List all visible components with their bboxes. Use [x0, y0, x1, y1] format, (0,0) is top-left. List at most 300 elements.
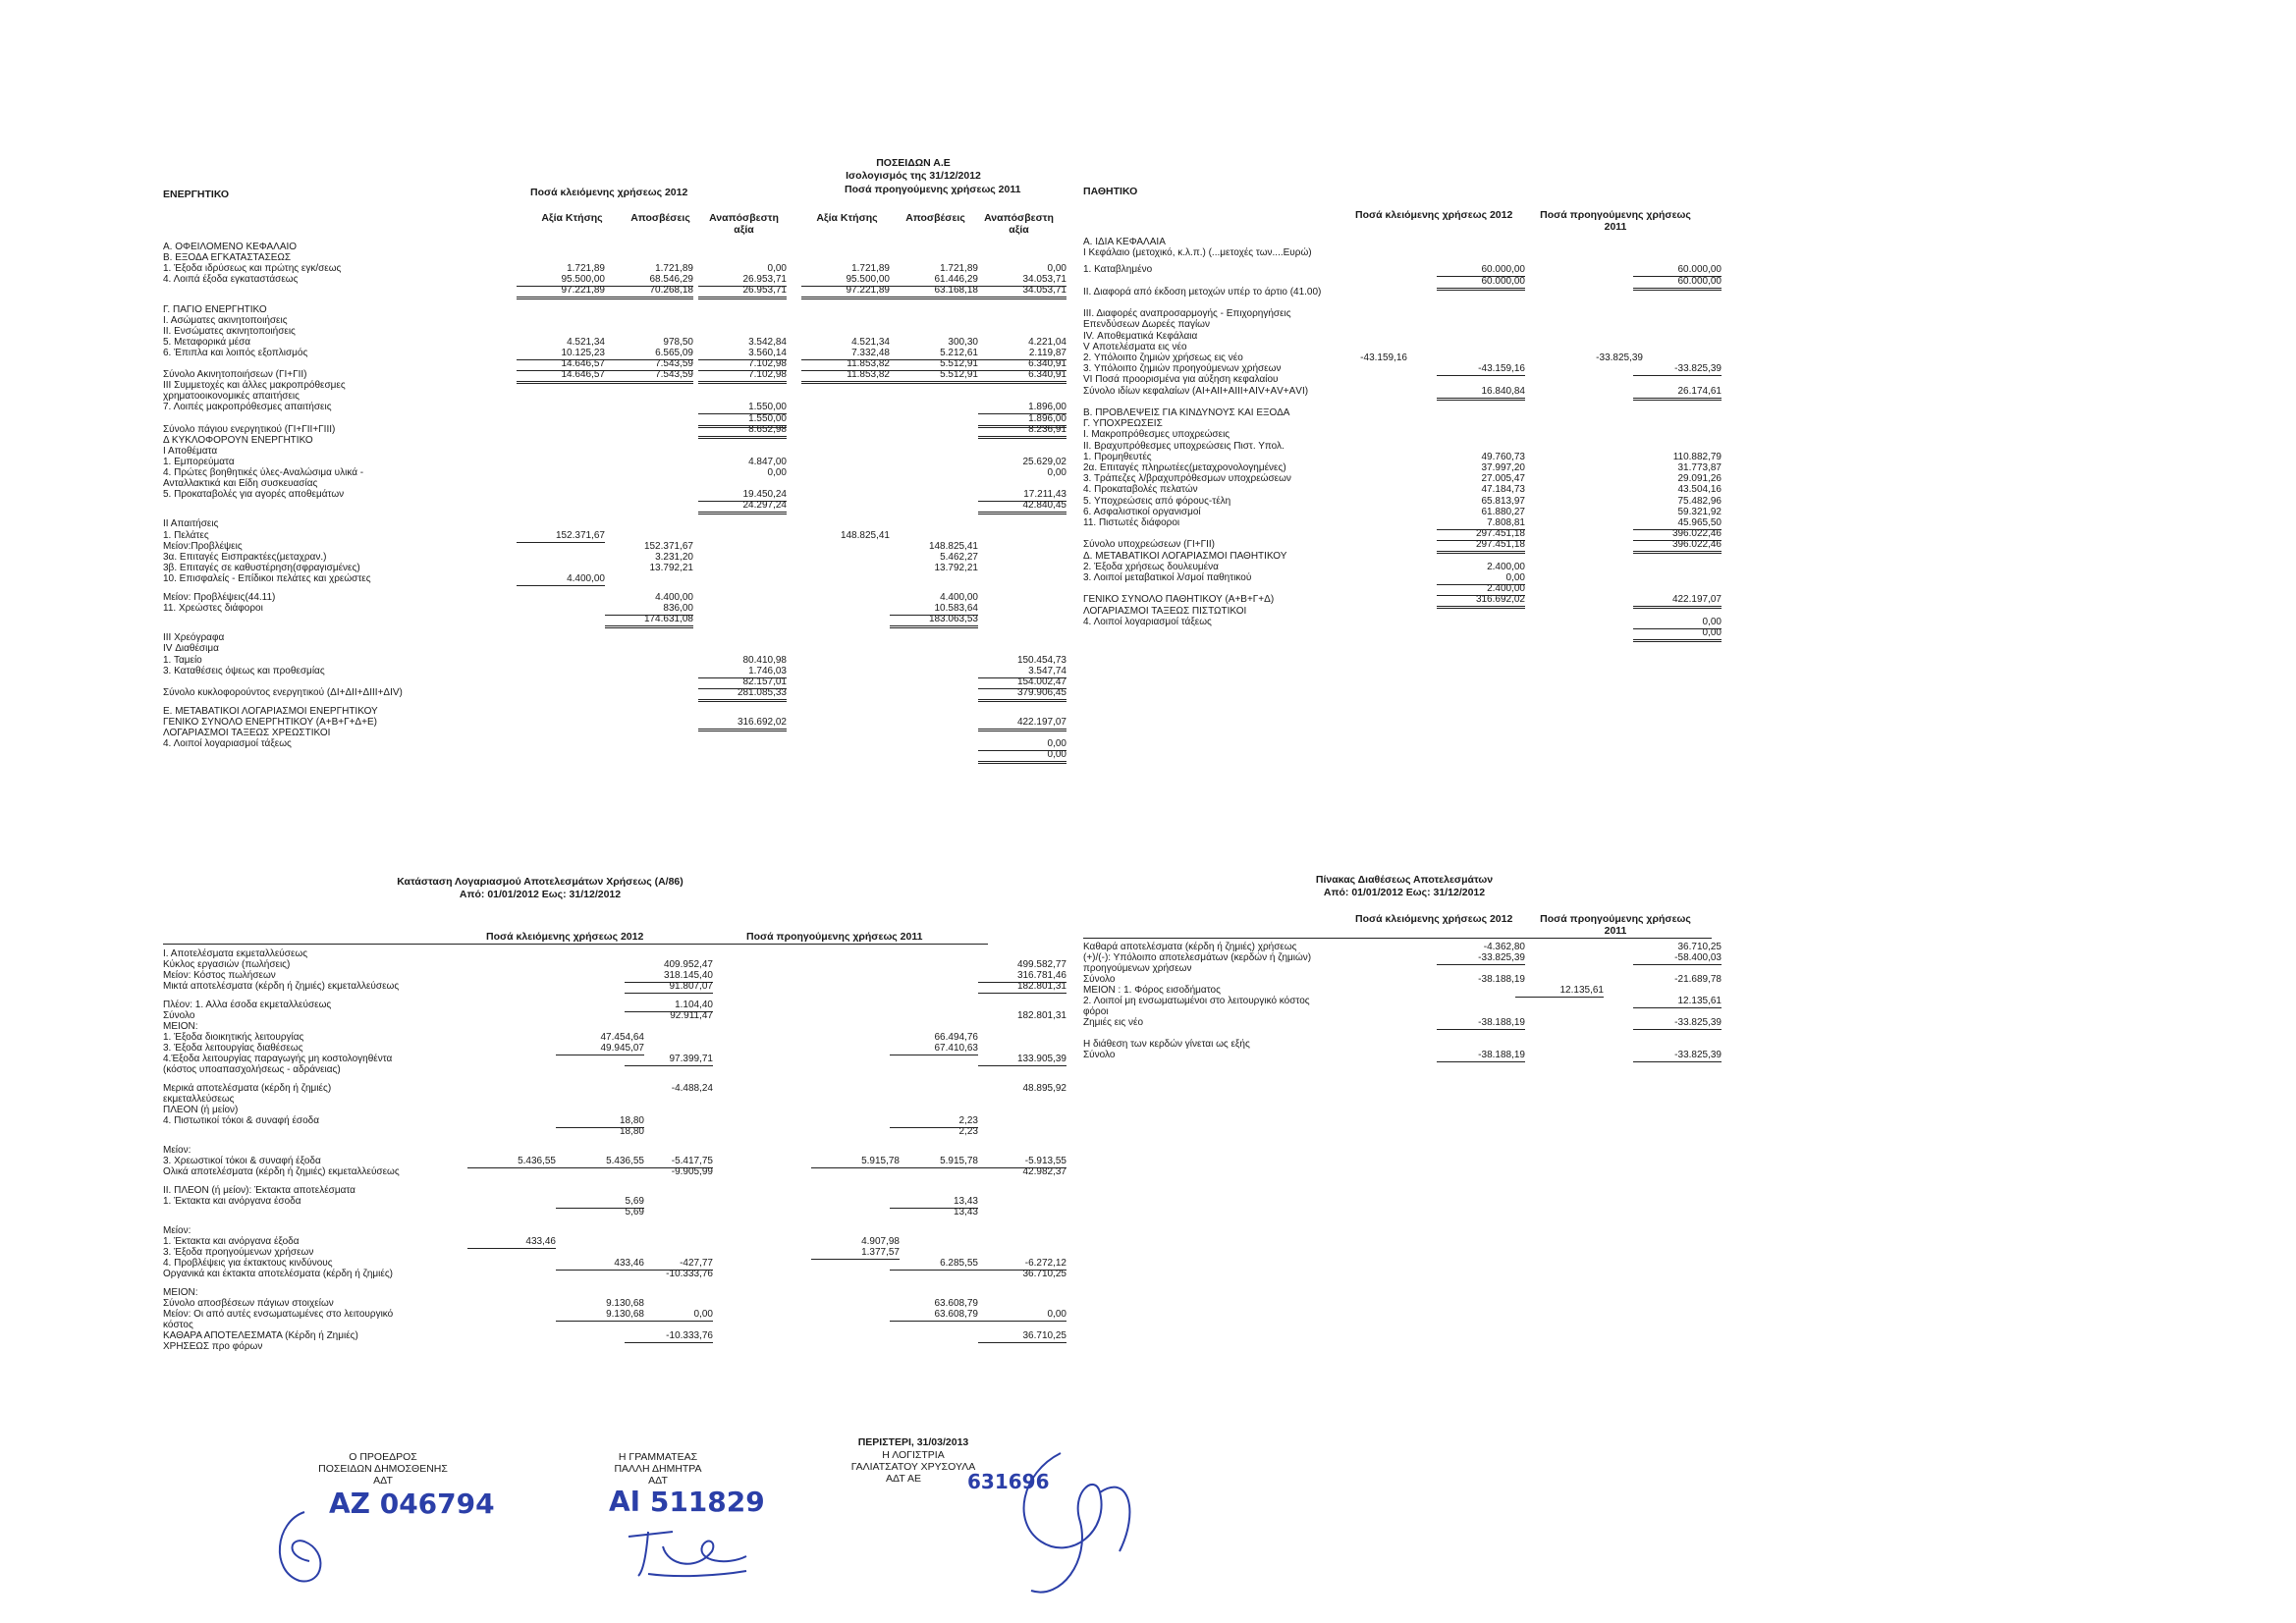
liabilities-section-title: ΠΑΘΗΤΙΚΟ: [1083, 186, 1138, 197]
assets-row-label: ΙΙΙ Χρεόγραφα: [163, 632, 225, 644]
assets-cell: 5.462,27: [940, 551, 978, 563]
income-cell: -5.913,55: [978, 1155, 1066, 1168]
assets-cell: 6.565,09: [605, 347, 693, 360]
liabilities-row-label: 1. Καταβλημένο: [1083, 264, 1153, 276]
income-row-label: 3. Έξοδα λειτουργίας διαθέσεως: [163, 1043, 303, 1054]
assets-col-header: Αναπόσβεστη αξία: [984, 212, 1054, 236]
signature-3-id-label: ΑΔΤ ΑΕ: [886, 1473, 921, 1485]
income-cell: 18,80: [619, 1126, 644, 1137]
assets-cell: 1.550,00: [698, 401, 787, 414]
income-cell: 91.807,07: [625, 980, 713, 994]
liabilities-row-label: Δ. ΜΕΤΑΒΑΤΙΚΟΙ ΛΟΓΑΡΙΑΣΜΟΙ ΠΑΘΗΤΙΚΟΥ: [1083, 550, 1287, 562]
assets-cell: 154.002,47: [978, 676, 1066, 689]
income-cell: -6.272,12: [978, 1257, 1066, 1271]
income-cell: 42.982,37: [1022, 1166, 1066, 1177]
distribution-header-rule: [1083, 938, 1712, 939]
assets-row-label: ΛΟΓΑΡΙΑΣΜΟΙ ΤΑΞΕΩΣ ΧΡΕΩΣΤΙΚΟΙ: [163, 728, 331, 739]
income-row-label: 4. Πιστωτικοί τόκοι & συναφή έσοδα: [163, 1115, 320, 1126]
liabilities-cell: 316.692,02: [1437, 593, 1525, 609]
liabilities-cell: 16.840,84: [1437, 385, 1525, 401]
assets-cell: 97.221,89: [801, 284, 890, 299]
assets-cell: 63.168,18: [890, 284, 978, 299]
distribution-col-previous: Ποσά προηγούμενης χρήσεως 2011: [1540, 913, 1691, 937]
income-cell: -5.417,75: [625, 1155, 713, 1168]
assets-row-label: 1. Εμπορεύματα: [163, 456, 235, 467]
assets-cell: 1.550,00: [698, 412, 787, 428]
liabilities-cell: 27.005,47: [1481, 473, 1525, 485]
distribution-cell: 36.710,25: [1677, 942, 1722, 952]
liabilities-row-label: 3. Υπόλοιπο ζημιών προηγούμενων χρήσεων: [1083, 363, 1282, 375]
assets-cell: 5.512,91: [890, 357, 978, 371]
liabilities-cell: -43.159,16: [1437, 362, 1525, 376]
assets-row-label: Β. ΕΞΟΔΑ ΕΓΚΑΤΑΣΤΑΣΕΩΣ: [163, 252, 292, 264]
income-row-label: εκμεταλλεύσεως: [163, 1094, 235, 1105]
income-col-previous: Ποσά προηγούμενης χρήσεως 2011: [746, 931, 923, 943]
liabilities-col-current: Ποσά κλειόμενης χρήσεως 2012: [1355, 209, 1513, 221]
income-cell: 5,69: [556, 1195, 644, 1209]
liabilities-row-label: 2. Υπόλοιπο ζημιών χρήσεως εις νέο: [1083, 352, 1243, 363]
liabilities-cell: 49.760,73: [1481, 451, 1525, 462]
assets-cell: 26.953,71: [698, 273, 787, 287]
distribution-row-label: Σύνολο: [1083, 974, 1116, 985]
assets-cell: 10.125,23: [517, 347, 605, 360]
income-col-current: Ποσά κλειόμενης χρήσεως 2012: [486, 931, 644, 943]
assets-col-header: Αξία Κτήσης: [816, 212, 878, 224]
liabilities-row-label: V Αποτελέσματα εις νέο: [1083, 341, 1187, 352]
assets-cell: 0,00: [1047, 263, 1066, 275]
assets-cell: 148.825,41: [840, 529, 890, 541]
income-cell: 9.130,68: [606, 1298, 644, 1309]
liabilities-row-label: 3. Τράπεζες λ/βραχυπρόθεσμων υποχρεώσεων: [1083, 473, 1291, 485]
assets-row-label: ΓΕΝΙΚΟ ΣΥΝΟΛΟ ΕΝΕΡΓΗΤΙΚΟΥ (Α+Β+Γ+Δ+Ε): [163, 717, 377, 728]
assets-cell: 17.211,43: [978, 488, 1066, 502]
liabilities-row-label: Α. ΙΔΙΑ ΚΕΦΑΛΑΙΑ: [1083, 237, 1166, 247]
assets-cell: 3.560,14: [698, 347, 787, 360]
assets-row-label: 1. Έξοδα ιδρύσεως και πρώτης εγκ/σεως: [163, 263, 342, 275]
liabilities-row-label: Σύνολο ιδίων κεφαλαίων (ΑΙ+ΑΙΙ+ΑΙΙΙ+ΑΙV+ΑV+ΑVI): [1083, 385, 1309, 397]
assets-cell: 0,00: [1047, 467, 1066, 478]
assets-row-label: 7. Λοιπές μακροπρόθεσμες απαιτήσεις: [163, 402, 332, 413]
assets-cell: 3.547,74: [978, 665, 1066, 678]
assets-col-header: Αποσβέσεις: [905, 212, 965, 224]
income-row-label: 3. Έξοδα προηγούμενων χρήσεων: [163, 1247, 314, 1258]
assets-cell: 152.371,67: [517, 529, 605, 543]
income-title: Κατάσταση Λογαριασμού Αποτελεσμάτων Χρήσεως (Α/86): [397, 876, 683, 888]
assets-row-label: ΙΙΙ Συμμετοχές και άλλες μακροπρόθεσμες: [163, 380, 346, 392]
signature-1-handwritten-id: ΑΖ 046794: [329, 1488, 495, 1520]
liabilities-cell: -43.159,16: [1360, 352, 1407, 363]
liabilities-cell: 0,00: [1633, 626, 1722, 642]
income-cell: 18,80: [556, 1114, 644, 1128]
assets-row-label: 11. Χρεώστες διάφοροι: [163, 603, 263, 615]
income-cell: -427,77: [625, 1257, 713, 1271]
signature-2-id-label: ΑΔΤ: [648, 1475, 668, 1487]
assets-row-label: Σύνολο πάγιου ενεργητικού (ΓΙ+ΓΙΙ+ΓΙΙΙ): [163, 423, 336, 435]
assets-cell: 7.543,59: [605, 357, 693, 371]
income-row-label: Ολικά αποτελέσματα (κέρδη ή ζημιές) εκμεταλλεύσεως: [163, 1166, 400, 1177]
liabilities-cell: -33.825,39: [1633, 362, 1722, 376]
assets-cell: 8.652,98: [698, 423, 787, 439]
assets-cell: 4.400,00: [517, 572, 605, 586]
signature-2-name: ΠΑΛΛΗ ΔΗΜΗΤΡΑ: [614, 1463, 702, 1475]
liabilities-row-label: IV. Αποθεματικά Κεφάλαια: [1083, 330, 1198, 342]
income-cell: 13,43: [890, 1195, 978, 1209]
liabilities-row-label: 4. Λοιποί λογαριασμοί τάξεως: [1083, 616, 1212, 627]
income-cell: 63.608,79: [890, 1308, 978, 1322]
distribution-cell: -21.689,78: [1674, 974, 1722, 985]
liabilities-cell: 59.321,92: [1677, 506, 1722, 517]
assets-row-label: Δ ΚΥΚΛΟΦΟΡΟΥΝ ΕΝΕΡΓΗΤΙΚΟ: [163, 434, 313, 446]
assets-cell: 152.371,67: [643, 540, 693, 552]
assets-cell: 5.212,61: [890, 347, 978, 360]
income-cell: 2,23: [958, 1126, 978, 1137]
income-cell: 5.436,55: [467, 1155, 556, 1168]
assets-row-label: 4. Πρώτες βοηθητικές ύλες-Αναλώσιμα υλικά -: [163, 467, 364, 478]
assets-cell: 174.631,08: [605, 613, 693, 628]
assets-cell: 82.157,01: [698, 676, 787, 689]
income-cell: 5.436,55: [556, 1155, 644, 1168]
income-cell: 49.945,07: [556, 1042, 644, 1055]
income-cell: 5.915,78: [890, 1155, 978, 1168]
distribution-row-label: Ζημιές εις νέο: [1083, 1017, 1144, 1028]
liabilities-cell: 396.022,46: [1633, 527, 1722, 541]
assets-cell: 97.221,89: [517, 284, 605, 299]
liabilities-row-label: Β. ΠΡΟΒΛΕΨΕΙΣ ΓΙΑ ΚΙΝΔΥΝΟΥΣ ΚΑΙ ΕΞΟΔΑ: [1083, 407, 1290, 418]
assets-row-label: 4. Λοιπά έξοδα εγκαταστάσεως: [163, 274, 299, 286]
liabilities-cell: 47.184,73: [1481, 484, 1525, 496]
assets-cell: 42.840,45: [978, 499, 1066, 514]
assets-row-label: 3α. Επιταγές Εισπρακτέες(μεταχραν.): [163, 551, 327, 563]
income-row-label: Μείον: Κόστος πωλήσεων: [163, 970, 276, 981]
income-row-label: 4.Έξοδα λειτουργίας παραγωγής μη κοστολογηθέντα: [163, 1054, 393, 1064]
income-row-label: ΧΡΗΣΕΩΣ προ φόρων: [163, 1341, 263, 1352]
liabilities-cell: 75.482,96: [1677, 495, 1722, 507]
assets-cell: 70.268,18: [605, 284, 693, 299]
distribution-cell: 12.135,61: [1515, 984, 1604, 998]
income-period: Από: 01/01/2012 Εως: 31/12/2012: [459, 889, 622, 900]
income-row-label: ΜΕΙΟΝ:: [163, 1021, 198, 1032]
assets-cell: 95.500,00: [517, 273, 605, 287]
signature-3-handwritten-id: 631696: [967, 1470, 1050, 1493]
income-cell: 36.710,25: [1022, 1269, 1066, 1279]
assets-cell: 1.746,03: [698, 665, 787, 678]
assets-cell: 4.521,34: [567, 336, 605, 348]
income-cell: 2,23: [890, 1114, 978, 1128]
distribution-cell: -58.400,03: [1633, 951, 1722, 965]
liabilities-cell: 43.504,16: [1677, 484, 1722, 496]
income-cell: -10.333,76: [625, 1329, 713, 1343]
liabilities-cell: 297.451,18: [1437, 527, 1525, 541]
distribution-cell: -38.188,19: [1437, 1016, 1525, 1030]
assets-cell: 14.646,57: [517, 368, 605, 384]
signature-2-scribble: [619, 1517, 756, 1586]
income-row-label: Μείον:: [163, 1145, 191, 1156]
liabilities-cell: 60.000,00: [1633, 275, 1722, 291]
income-row-label: Σύνολο αποσβέσεων πάγιων στοιχείων: [163, 1298, 334, 1309]
income-cell: 9.130,68: [556, 1308, 644, 1322]
assets-cell: 13.792,21: [934, 562, 978, 573]
liabilities-row-label: ΛΟΓΑΡΙΑΣΜΟΙ ΤΑΞΕΩΣ ΠΙΣΤΩΤΙΚΟΙ: [1083, 605, 1247, 617]
assets-row-label: χρηματοοικονομικές απαιτήσεις: [163, 391, 300, 403]
income-row-label: Μικτά αποτελέσματα (κέρδη ή ζημιές) εκμεταλλεύσεως: [163, 981, 400, 992]
liabilities-cell: 7.808,81: [1437, 516, 1525, 530]
assets-cell: 150.454,73: [1016, 654, 1066, 666]
liabilities-cell: 65.813,97: [1481, 495, 1525, 507]
assets-cell: 1.721,89: [567, 263, 605, 275]
assets-cell: 5.512,91: [890, 368, 978, 384]
income-row-label: 3. Χρεωστικοί τόκοι & συναφή έξοδα: [163, 1156, 321, 1166]
liabilities-row-label: 11. Πιστωτές διάφοροι: [1083, 517, 1180, 528]
assets-row-label: ΙΙ. Ενσώματες ακινητοποιήσεις: [163, 325, 296, 337]
assets-cell: 379.906,45: [978, 686, 1066, 702]
assets-cell: 34.053,71: [978, 284, 1066, 299]
liabilities-row-label: 4. Προκαταβολές πελατών: [1083, 484, 1198, 496]
assets-row-label: Ε. ΜΕΤΑΒΑΤΙΚΟΙ ΛΟΓΑΡΙΑΣΜΟΙ ΕΝΕΡΓΗΤΙΚΟΥ: [163, 705, 378, 717]
income-row-label: ΜΕΙΟΝ:: [163, 1287, 198, 1298]
liabilities-row-label: VI Ποσά προορισμένα για αύξηση κεφαλαίου: [1083, 374, 1279, 386]
income-cell: 182.801,31: [978, 980, 1066, 994]
income-row-label: ΙΙ. ΠΛΕΟΝ (ή μείον): Έκτακτα αποτελέσματα: [163, 1185, 355, 1196]
distribution-title: Πίνακας Διαθέσεως Αποτελεσμάτων: [1315, 874, 1494, 886]
liabilities-row-label: 6. Ασφαλιστικοί οργανισμοί: [1083, 506, 1201, 517]
assets-col-header: Αναπόσβεστη αξία: [709, 212, 779, 236]
assets-row-label: Σύνολο Ακινητοποιήσεων (ΓΙ+ΓΙΙ): [163, 369, 307, 381]
distribution-cell: -33.825,39: [1633, 1016, 1722, 1030]
signature-1-name: ΠΟΣΕΙΔΩΝ ΔΗΜΟΣΘΕΝΗΣ: [318, 1463, 448, 1475]
assets-col-header: Αξία Κτήσης: [541, 212, 603, 224]
assets-cell: 422.197,07: [978, 716, 1066, 731]
assets-row-label: ΙΙ Απαιτήσεις: [163, 518, 219, 530]
income-cell: 1.377,57: [811, 1246, 900, 1260]
company-name: ΠΟΣΕΙΔΩΝ Α.Ε: [876, 157, 951, 169]
income-cell: 133.905,39: [978, 1053, 1066, 1066]
liabilities-cell: -33.825,39: [1596, 352, 1643, 363]
income-cell: 5.915,78: [811, 1155, 900, 1168]
income-cell: 36.710,25: [978, 1329, 1066, 1343]
liabilities-cell: 60.000,00: [1633, 263, 1722, 277]
liabilities-cell: 61.880,27: [1481, 506, 1525, 517]
assets-row-label: Ι. Ασώματες ακινητοποιήσεις: [163, 314, 288, 326]
assets-row-label: Α. ΟΦΕΙΛΟΜΕΝΟ ΚΕΦΑΛΑΙΟ: [163, 242, 298, 252]
assets-cell: 25.629,02: [1022, 456, 1066, 467]
assets-cell: 11.853,82: [801, 368, 890, 384]
assets-cell: 183.063,53: [890, 613, 978, 628]
income-row-label: Μείον:: [163, 1225, 191, 1236]
signature-2-role: Η ΓΡΑΜΜΑΤΕΑΣ: [618, 1451, 698, 1463]
signature-1-scribble: [265, 1502, 383, 1591]
assets-col-group-current: Ποσά κλειόμενης χρήσεως 2012: [530, 187, 688, 198]
distribution-cell: -33.825,39: [1437, 951, 1525, 965]
liabilities-row-label: Επενδύσεων Δωρεές παγίων: [1083, 319, 1210, 331]
distribution-row-label: 2. Λοιποί μη ενσωματωμένοι στο λειτουργικό κόστος: [1083, 996, 1310, 1006]
income-cell: 66.494,76: [934, 1032, 978, 1043]
liabilities-row-label: Σύνολο υποχρεώσεων (ΓΙ+ΓΙΙ): [1083, 539, 1215, 551]
assets-cell: 4.400,00: [655, 592, 693, 603]
signature-3-role: Η ΛΟΓΙΣΤΡΙΑ: [882, 1449, 945, 1461]
assets-row-label: 10. Επισφαλείς - Επίδικοι πελάτες και χρεώστες: [163, 572, 371, 584]
place-date: ΠΕΡΙΣΤΕΡΙ, 31/03/2013: [857, 1436, 969, 1448]
income-cell: 48.895,92: [1022, 1083, 1066, 1094]
assets-cell: 1.721,89: [940, 263, 978, 275]
assets-row-label: 3β. Επιταγές σε καθυστέρηση(σφραγισμένες): [163, 562, 360, 573]
liabilities-cell: 422.197,07: [1633, 593, 1722, 609]
assets-cell: 0,00: [978, 737, 1066, 751]
assets-cell: 61.446,29: [890, 273, 978, 287]
income-cell: 318.145,40: [625, 969, 713, 983]
assets-cell: 14.646,57: [517, 357, 605, 371]
distribution-row-label: Καθαρά αποτελέσματα (κέρδη ή ζημιές) χρήσεως: [1083, 942, 1297, 952]
liabilities-cell: 110.882,79: [1672, 451, 1722, 462]
signature-1-role: Ο ΠΡΟΕΔΡΟΣ: [349, 1451, 417, 1463]
assets-cell: 148.825,41: [928, 540, 978, 552]
liabilities-cell: 29.091,26: [1677, 473, 1722, 485]
income-row-label: Μερικά αποτελέσματα (κέρδη ή ζημιές): [163, 1083, 332, 1094]
income-row-label: Μείον: Οι από αυτές ενσωματωμένες στο λειτουργικό: [163, 1309, 394, 1320]
income-cell: 433,46: [467, 1235, 556, 1249]
assets-row-label: 5. Μεταφορικά μέσα: [163, 336, 251, 348]
signature-1-id-label: ΑΔΤ: [373, 1475, 393, 1487]
assets-cell: 3.542,84: [748, 336, 787, 348]
distribution-row-label: προηγούμενων χρήσεων: [1083, 963, 1192, 974]
signature-2-handwritten-id: ΑΙ 511829: [609, 1486, 765, 1518]
assets-cell: 316.692,02: [698, 716, 787, 731]
income-cell: 499.582,77: [1016, 959, 1066, 970]
assets-cell: 1.721,89: [851, 263, 890, 275]
liabilities-row-label: ΓΕΝΙΚΟ ΣΥΝΟΛΟ ΠΑΘΗΤΙΚΟΥ (Α+Β+Γ+Δ): [1083, 594, 1275, 606]
assets-cell: 34.053,71: [978, 273, 1066, 287]
signature-3-name: ΓΑΛΙΑΤΣΑΤΟΥ ΧΡΥΣΟΥΛΑ: [850, 1461, 976, 1473]
liabilities-cell: 2.400,00: [1487, 561, 1525, 572]
distribution-row-label: Η διάθεση των κερδών γίνεται ως εξής: [1083, 1039, 1250, 1050]
liabilities-row-label: 1. Προμηθευτές: [1083, 451, 1152, 462]
liabilities-cell: 37.997,20: [1481, 462, 1525, 473]
income-row-label: ΚΑΘΑΡΑ ΑΠΟΤΕΛΕΣΜΑΤΑ (Κέρδη ή Ζημιές): [163, 1330, 358, 1341]
assets-cell: 0,00: [767, 467, 787, 478]
liabilities-row-label: 2. Έξοδα χρήσεως δουλευμένα: [1083, 561, 1219, 572]
income-row-label: Σύνολο: [163, 1010, 195, 1021]
liabilities-cell: 31.773,87: [1677, 462, 1722, 473]
income-cell: 0,00: [625, 1308, 713, 1322]
distribution-period: Από: 01/01/2012 Εως: 31/12/2012: [1323, 887, 1486, 898]
liabilities-row-label: ΙΙΙ. Διαφορές αναπροσαρμογής - Επιχορηγήσεις: [1083, 308, 1291, 320]
assets-cell: 4.847,00: [748, 456, 787, 467]
income-row-label: Ι. Αποτελέσματα εκμεταλλεύσεως: [163, 948, 308, 959]
assets-cell: 1.721,89: [655, 263, 693, 275]
income-row-label: (κόστος υποαπασχολήσεως - αδράνειας): [163, 1064, 341, 1075]
income-cell: 433,46: [556, 1257, 644, 1271]
distribution-cell: -38.188,19: [1478, 974, 1525, 985]
assets-cell: 6.340,91: [978, 357, 1066, 371]
income-cell: 67.410,63: [890, 1042, 978, 1055]
assets-cell: 2.119,87: [978, 347, 1066, 360]
document-title: Ισολογισμός της 31/12/2012: [846, 170, 981, 182]
distribution-cell: -33.825,39: [1633, 1049, 1722, 1062]
liabilities-col-previous: Ποσά προηγούμενης χρήσεως 2011: [1540, 209, 1691, 233]
assets-row-label: Γ. ΠΑΓΙΟ ΕΝΕΡΓΗΤΙΚΟ: [163, 303, 267, 315]
distribution-col-current: Ποσά κλειόμενης χρήσεως 2012: [1355, 913, 1513, 925]
assets-cell: 281.085,33: [698, 686, 787, 702]
liabilities-row-label: ΙΙ. Βραχυπρόθεσμες υποχρεώσεις Πιστ. Υπολ.: [1083, 440, 1285, 452]
liabilities-row-label: Ι. Μακροπρόθεσμες υποχρεώσεις: [1083, 429, 1230, 441]
income-cell: -10.333,76: [666, 1269, 713, 1279]
distribution-row-label: Σύνολο: [1083, 1050, 1116, 1060]
income-row-label: 4. Προβλέψεις για έκτακτους κινδύνους: [163, 1258, 333, 1269]
assets-row-label: Μείον:Προβλέψεις: [163, 540, 243, 552]
income-cell: 409.952,47: [663, 959, 713, 970]
assets-cell: 13.792,21: [649, 562, 693, 573]
assets-cell: 1.896,00: [978, 401, 1066, 414]
income-cell: 0,00: [978, 1308, 1066, 1322]
assets-cell: 7.543,59: [605, 368, 693, 384]
assets-cell: 26.953,71: [698, 284, 787, 299]
income-row-label: 1. Έκτακτα και ανόργανα έξοδα: [163, 1236, 300, 1247]
liabilities-row-label: 2α. Επιταγές πληρωτέες(μεταχρονολογημένες): [1083, 462, 1286, 473]
assets-cell: 300,30: [948, 336, 978, 348]
assets-cell: 1.896,00: [978, 412, 1066, 428]
income-cell: 92.911,47: [670, 1010, 713, 1021]
assets-cell: 80.410,98: [742, 654, 787, 666]
income-cell: 97.399,71: [625, 1053, 713, 1066]
assets-row-label: Ανταλλακτικά και Είδη συσκευασίας: [163, 478, 318, 490]
income-cell: 47.454,64: [600, 1032, 644, 1043]
assets-col-header: Αποσβέσεις: [630, 212, 690, 224]
assets-row-label: Ι Αποθέματα: [163, 445, 218, 457]
assets-row-label: 1. Πελάτες: [163, 529, 209, 541]
assets-cell: 68.546,29: [605, 273, 693, 287]
liabilities-cell: 0,00: [1437, 571, 1525, 585]
assets-row-label: 6. Έπιπλα και λοιπός εξοπλισμός: [163, 347, 308, 358]
assets-cell: 19.450,24: [698, 488, 787, 502]
distribution-row-label: (+)/(-): Υπόλοιπο αποτελεσμάτων (κερδών ή ζημιών): [1083, 952, 1312, 963]
liabilities-cell: 2.400,00: [1437, 582, 1525, 596]
distribution-cell: -4.362,80: [1483, 942, 1525, 952]
assets-row-label: IV Διαθέσιμα: [163, 643, 219, 655]
assets-row-label: Μείον: Προβλέψεις(44.11): [163, 592, 276, 603]
liabilities-row-label: ΙΙ. Διαφορά από έκδοση μετοχών υπέρ το άρτιο (41.00): [1083, 286, 1322, 298]
assets-cell: 6.340,91: [978, 368, 1066, 384]
assets-cell: 8.236,91: [978, 423, 1066, 439]
assets-cell: 836,00: [605, 602, 693, 616]
assets-cell: 11.853,82: [801, 357, 890, 371]
assets-cell: 4.521,34: [851, 336, 890, 348]
income-cell: 13,43: [953, 1207, 978, 1217]
income-cell: 182.801,31: [1016, 1010, 1066, 1021]
assets-cell: 978,50: [663, 336, 693, 348]
assets-row-label: 4. Λοιποί λογαριασμοί τάξεως: [163, 738, 292, 750]
assets-cell: 3.231,20: [655, 551, 693, 563]
assets-section-title: ΕΝΕΡΓΗΤΙΚΟ: [163, 189, 230, 200]
income-row-label: Κύκλος εργασιών (πωλήσεις): [163, 959, 291, 970]
income-row-label: ΠΛΕΟΝ (ή μείον): [163, 1105, 239, 1115]
assets-cell: 0,00: [978, 748, 1066, 764]
income-header-rule: [163, 944, 988, 945]
income-cell: 316.781,46: [978, 969, 1066, 983]
income-row-label: Οργανικά και έκτακτα αποτελέσματα (κέρδη ή ζημιές): [163, 1269, 393, 1279]
assets-cell: 95.500,00: [801, 273, 890, 287]
assets-cell: 10.583,64: [890, 602, 978, 616]
income-cell: 6.285,55: [890, 1257, 978, 1271]
liabilities-cell: 45.965,50: [1633, 516, 1722, 530]
liabilities-cell: 297.451,18: [1437, 538, 1525, 554]
assets-cell: 7.102,98: [698, 357, 787, 371]
distribution-row-label: ΜΕΙΟΝ : 1. Φόρος εισοδήματος: [1083, 985, 1221, 996]
income-cell: -9.905,99: [671, 1166, 713, 1177]
signature-3-scribble: [1002, 1434, 1149, 1610]
income-cell: 5,69: [625, 1207, 644, 1217]
liabilities-row-label: 5. Υποχρεώσεις από φόρους-τέλη: [1083, 495, 1231, 507]
liabilities-cell: 0,00: [1633, 616, 1722, 629]
assets-row-label: Σύνολο κυκλοφορούντος ενεργητικού (ΔΙ+ΔΙΙ+ΔΙΙΙ+ΔΙV): [163, 686, 403, 698]
